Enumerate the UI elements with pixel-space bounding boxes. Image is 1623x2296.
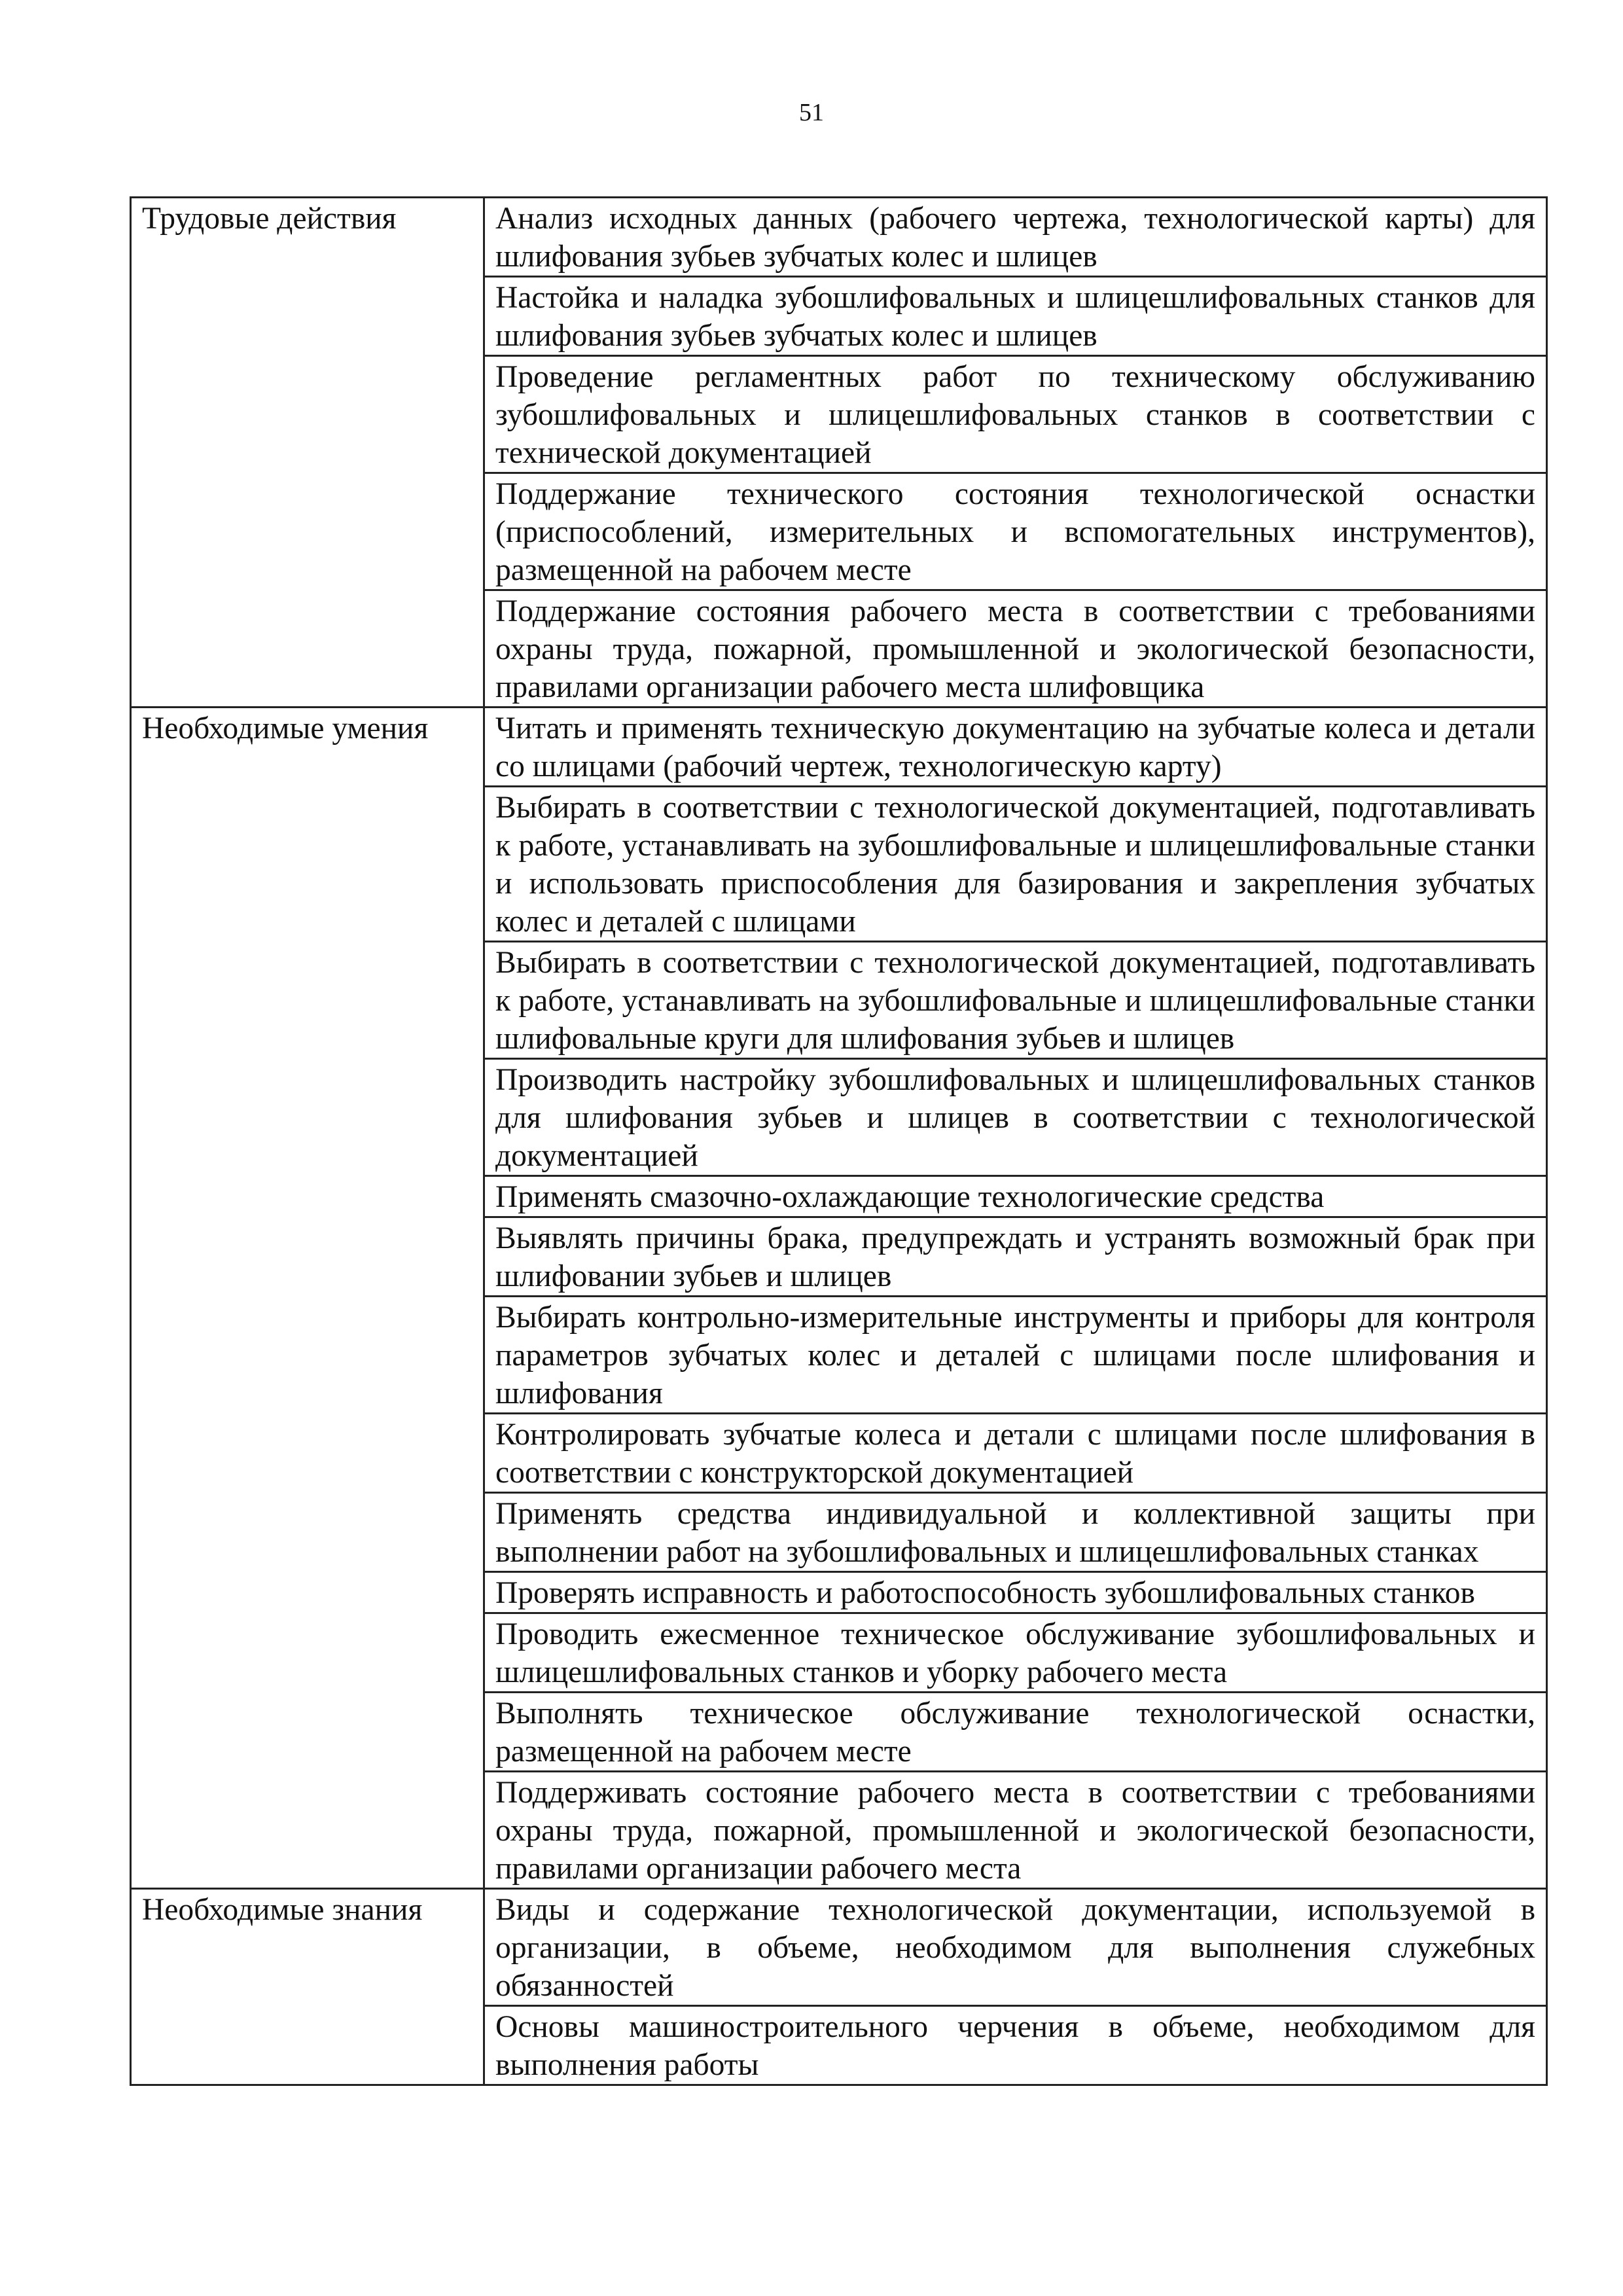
requirement-item: Виды и содержание технологической документации, используемой в организации, в объеме, необходимом для выполнения служебных обязанностей: [484, 1889, 1547, 2006]
requirement-item: Читать и применять техническую документацию на зубчатые колеса и детали со шлицами (рабочий чертеж, технологическую карту): [484, 708, 1547, 787]
requirement-item: Поддержание состояния рабочего места в соответствии с требованиями охраны труда, пожарной, промышленной и экологической безопасности, правилами организации рабочего места шлифовщика: [484, 590, 1547, 708]
requirements-table: [130, 196, 1548, 2086]
requirement-item: Выбирать в соответствии с технологической документацией, подготавливать к работе, устанавливать на зубошлифовальные и шлицешлифовальные станки шлифовальные круги для шлифования зубьев и шлицев: [484, 942, 1547, 1059]
requirement-item: Поддерживать состояние рабочего места в соответствии с требованиями охраны труда, пожарной, промышленной и экологической безопасности, правилами организации рабочего места: [484, 1772, 1547, 1889]
requirement-item: Производить настройку зубошлифовальных и шлицешлифовальных станков для шлифования зубьев и шлицев в соответствии с технологической документацией: [484, 1059, 1547, 1176]
requirement-item: Проверять исправность и работоспособность зубошлифовальных станков: [484, 1572, 1547, 1613]
requirement-item: Поддержание технического состояния технологической оснастки (приспособлений, измерительных и вспомогательных инструментов), размещенной на рабочем месте: [484, 473, 1547, 590]
requirement-item: Выполнять техническое обслуживание технологической оснастки, размещенной на рабочем месте: [484, 1693, 1547, 1772]
requirement-item: Проведение регламентных работ по техническому обслуживанию зубошлифовальных и шлицешлифовальных станков в соответствии с технической документацией: [484, 356, 1547, 473]
requirement-item: Проводить ежесменное техническое обслуживание зубошлифовальных и шлицешлифовальных станков и уборку рабочего места: [484, 1613, 1547, 1693]
requirement-item: Выбирать контрольно-измерительные инструменты и приборы для контроля параметров зубчатых колес и деталей с шлицами после шлифования и шлифования: [484, 1297, 1547, 1414]
requirements-table-body: [131, 198, 1547, 2085]
requirement-item: Выявлять причины брака, предупреждать и устранять возможный брак при шлифовании зубьев и шлицев: [484, 1217, 1547, 1297]
requirement-item: Контролировать зубчатые колеса и детали с шлицами после шлифования в соответствии с конструкторской документацией: [484, 1414, 1547, 1493]
table-row: [131, 198, 1547, 277]
requirement-item: Применять средства индивидуальной и коллективной защиты при выполнении работ на зубошлифовальных и шлицешлифовальных станках: [484, 1493, 1547, 1572]
requirement-item: Основы машиностроительного черчения в объеме, необходимом для выполнения работы: [484, 2006, 1547, 2085]
table-row: [131, 1889, 1547, 2006]
requirement-item: Анализ исходных данных (рабочего чертежа, технологической карты) для шлифования зубьев зубчатых колес и шлицев: [484, 198, 1547, 277]
page-number: 51: [799, 99, 824, 126]
section-label-required-skills: Необходимые умения: [131, 708, 484, 1889]
requirement-item: Применять смазочно-охлаждающие технологические средства: [484, 1176, 1547, 1217]
requirement-item: Выбирать в соответствии с технологической документацией, подготавливать к работе, устанавливать на зубошлифовальные и шлицешлифовальные станки и использовать приспособления для базирования и закрепления зубчатых колес и деталей с шлицами: [484, 787, 1547, 942]
requirement-item: Настойка и наладка зубошлифовальных и шлицешлифовальных станков для шлифования зубьев зубчатых колес и шлицев: [484, 277, 1547, 356]
section-label-required-knowledge: Необходимые знания: [131, 1889, 484, 2085]
section-label-labor-actions: Трудовые действия: [131, 198, 484, 708]
table-row: [131, 708, 1547, 787]
